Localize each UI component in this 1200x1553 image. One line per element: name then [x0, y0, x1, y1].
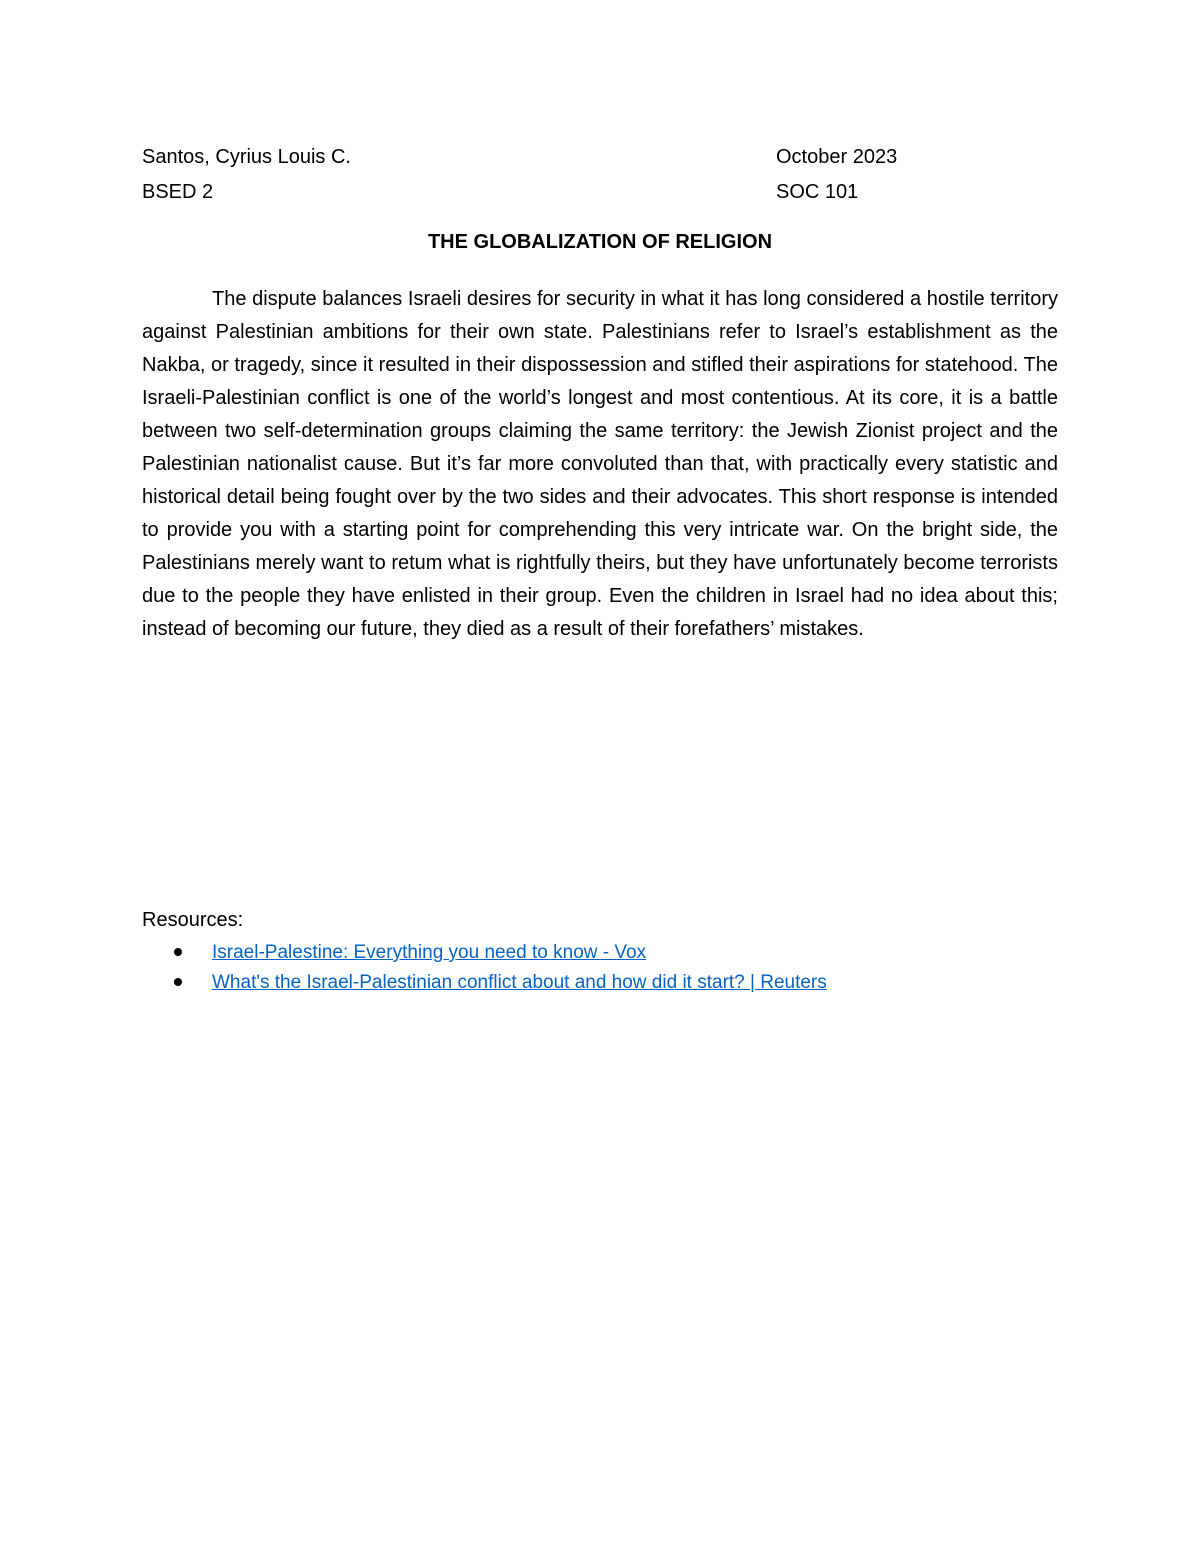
resource-link-vox[interactable]: Israel-Palestine: Everything you need to know - Vox	[212, 942, 647, 963]
course-code: SOC 101	[776, 181, 859, 203]
resources-heading: Resources:	[142, 909, 244, 931]
body-paragraph: The dispute balances Israeli desires for security in what it has long considered a hostile territory against Palestinian ambitions for their own state. Palestinians refer to Israel’s establishment as the Nakba, or tragedy, since it resulted in their dispossession and stifled their aspirations for statehood. The Israeli-Palestinian conflict is one of the world’s longest and most contentious. At its core, it is a battle between two self-determination groups claiming the same territory: the Jewish Zionist project and the Palestinian nationalist cause. But it’s far more convoluted than that, with practically every statistic and historical detail being fought over by the two sides and their advocates. This short response is intended to provide you with a starting point for comprehending this very intricate war. On the bright side, the Palestinians merely want to retum what is rightfully theirs, but they have unfortunately become terrorists due to the people they have enlisted in their group. Even the children in Israel had no idea about this; instead of becoming our future, they died as a result of their forefathers’ mistakes.	[142, 288, 1058, 640]
resource-link-reuters[interactable]: What's the Israel-Palestinian conflict about and how did it start? | Reuters	[212, 972, 827, 993]
author-program: BSED 2	[142, 181, 214, 203]
document-date: October 2023	[776, 146, 898, 168]
bullet-icon	[174, 978, 182, 986]
document-title: THE GLOBALIZATION OF RELIGION	[427, 231, 773, 253]
bullet-icon	[174, 948, 182, 956]
author-name: Santos, Cyrius Louis C.	[142, 146, 351, 168]
